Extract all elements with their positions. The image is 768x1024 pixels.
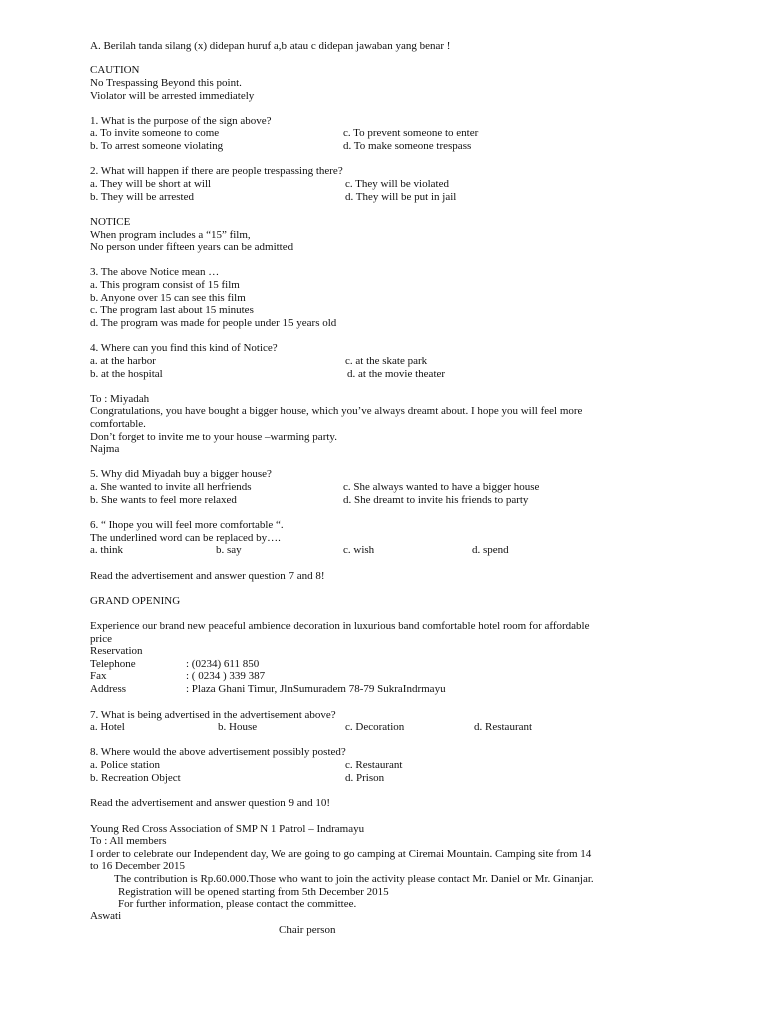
- option-a: a. Hotel: [90, 721, 125, 733]
- question-6-prompt: The underlined word can be replaced by….: [90, 532, 281, 544]
- instruction-text: A. Berilah tanda silang (x) didepan huruf a,b atau c didepan jawaban yang benar !: [90, 40, 451, 52]
- ad-body: price: [90, 633, 112, 645]
- option-a: a. She wanted to invite all herfriends: [90, 481, 252, 493]
- question-1: 1. What is the purpose of the sign above?: [90, 115, 272, 127]
- option-d: d. They will be put in jail: [345, 191, 457, 203]
- reading-instruction: Read the advertisement and answer question 7 and 8!: [90, 570, 325, 582]
- announcement-body: I order to celebrate our Independent day, We are going to go camping at Ciremai Mountain. Camping site from 14: [90, 848, 592, 860]
- announcement-signature: Aswati: [90, 910, 122, 922]
- options-row: [0, 355, 768, 368]
- address-value: : Plaza Ghani Timur, JlnSumuradem 78-79 SukraIndrmayu: [186, 683, 446, 695]
- ad-contact-row: [0, 670, 768, 683]
- options-row: [0, 481, 768, 494]
- options-row: [0, 759, 768, 772]
- option-c: c. The program last about 15 minutes: [90, 304, 254, 316]
- address-label: Address: [90, 683, 127, 695]
- letter-body: Congratulations, you have bought a bigger house, which you’ve always dreamt about. I hope you will feel more: [90, 405, 583, 417]
- option-a: a. think: [90, 544, 123, 556]
- options-row: [0, 127, 768, 140]
- announcement-body: For further information, please contact the committee.: [118, 898, 357, 910]
- ad-contact-row: [0, 683, 768, 696]
- letter-body: Don’t forget to invite me to your house –warming party.: [90, 431, 337, 443]
- question-7: 7. What is being advertised in the advertisement above?: [90, 709, 336, 721]
- option-d: d. spend: [472, 544, 509, 556]
- option-c: c. They will be violated: [345, 178, 449, 190]
- option-a: a. This program consist of 15 film: [90, 279, 240, 291]
- reading-instruction: Read the advertisement and answer question 9 and 10!: [90, 797, 331, 809]
- option-b: b. House: [218, 721, 258, 733]
- announcement-recipient: To : All members: [90, 835, 167, 847]
- options-row: [0, 494, 768, 507]
- announcement-org: Young Red Cross Association of SMP N 1 Patrol – Indramayu: [90, 823, 365, 835]
- options-row: [0, 368, 768, 381]
- option-a: a. Police station: [90, 759, 160, 771]
- option-b: b. She wants to feel more relaxed: [90, 494, 237, 506]
- option-c: c. wish: [343, 544, 375, 556]
- option-c: c. She always wanted to have a bigger house: [343, 481, 540, 493]
- option-a: a. To invite someone to come: [90, 127, 220, 139]
- letter-recipient: To : Miyadah: [90, 393, 150, 405]
- announcement-role: Chair person: [279, 924, 336, 936]
- letter-signature: Najma: [90, 443, 120, 455]
- notice-line: When program includes a “15” film,: [90, 229, 251, 241]
- ad-reservation: Reservation: [90, 645, 143, 657]
- telephone-label: Telephone: [90, 658, 136, 670]
- fax-label: Fax: [90, 670, 107, 682]
- option-b: b. They will be arrested: [90, 191, 194, 203]
- fax-value: : ( 0234 ) 339 387: [186, 670, 266, 682]
- option-b: b. Recreation Object: [90, 772, 181, 784]
- options-row: [0, 721, 768, 734]
- options-row: [0, 772, 768, 785]
- option-b: b. To arrest someone violating: [90, 140, 224, 152]
- option-a: a. They will be short at will: [90, 178, 212, 190]
- question-4: 4. Where can you find this kind of Notice?: [90, 342, 278, 354]
- option-a: a. at the harbor: [90, 355, 156, 367]
- option-b: b. say: [216, 544, 242, 556]
- question-6: 6. “ Ihope you will feel more comfortable “.: [90, 519, 284, 531]
- option-b: b. at the hospital: [90, 368, 163, 380]
- caution-line: No Trespassing Beyond this point.: [90, 77, 242, 89]
- caution-line: Violator will be arrested immediately: [90, 90, 255, 102]
- option-d: d. The program was made for people under 15 years old: [90, 317, 337, 329]
- notice-line: No person under fifteen years can be admitted: [90, 241, 294, 253]
- telephone-value: : (0234) 611 850: [186, 658, 260, 670]
- option-d: d. at the movie theater: [347, 368, 446, 380]
- option-d: d. Restaurant: [474, 721, 533, 733]
- letter-body: comfortable.: [90, 418, 146, 430]
- ad-heading: GRAND OPENING: [90, 595, 181, 607]
- notice-heading: NOTICE: [90, 216, 131, 228]
- option-c: c. at the skate park: [345, 355, 428, 367]
- option-d: d. She dreamt to invite his friends to party: [343, 494, 529, 506]
- caution-heading: CAUTION: [90, 64, 140, 76]
- options-row: [0, 140, 768, 153]
- announcement-body: The contribution is Rp.60.000.Those who want to join the activity please contact Mr. Daniel or Mr. Ginanjar.: [114, 873, 594, 885]
- question-2: 2. What will happen if there are people trespassing there?: [90, 165, 343, 177]
- option-c: c. Restaurant: [345, 759, 403, 771]
- option-c: c. To prevent someone to enter: [343, 127, 479, 139]
- question-5: 5. Why did Miyadah buy a bigger house?: [90, 468, 272, 480]
- ad-body: Experience our brand new peaceful ambience decoration in luxurious band comfortable hotel room for affordable: [90, 620, 590, 632]
- option-c: c. Decoration: [345, 721, 405, 733]
- options-row: [0, 191, 768, 204]
- option-b: b. Anyone over 15 can see this film: [90, 292, 246, 304]
- announcement-body: to 16 December 2015: [90, 860, 185, 872]
- question-8: 8. Where would the above advertisement possibly posted?: [90, 746, 346, 758]
- option-d: d. To make someone trespass: [343, 140, 472, 152]
- options-row: [0, 178, 768, 191]
- options-row: [0, 544, 768, 557]
- option-d: d. Prison: [345, 772, 385, 784]
- announcement-body: Registration will be opened starting from 5th December 2015: [118, 886, 389, 898]
- question-3: 3. The above Notice mean …: [90, 266, 220, 278]
